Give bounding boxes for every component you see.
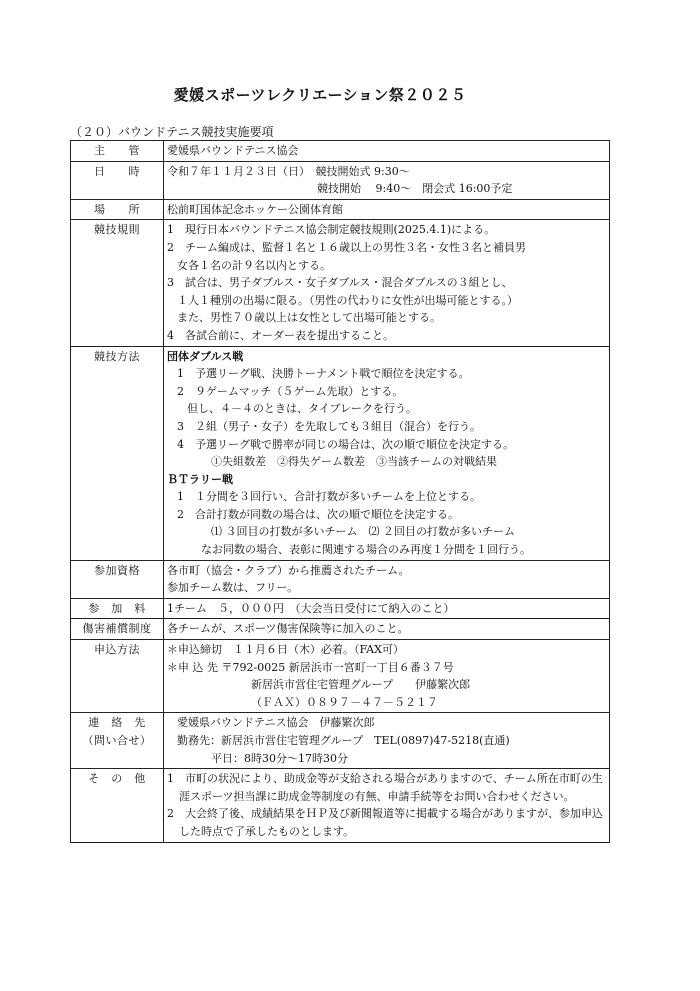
team-doubles-heading: 団体ダブルス戦: [167, 349, 244, 363]
row-insurance: [71, 619, 610, 640]
method-line: 4 予選リーグ戦で勝率が同じの場合は、次の順で順位を決定する。: [177, 437, 514, 451]
value-host: [164, 141, 610, 162]
fee-text: 1チーム ５，０００円 （大会当日受付にて納入のこと）: [167, 601, 455, 615]
row-contact: [71, 713, 610, 769]
value-venue: [164, 199, 610, 220]
label-fee: 参 加 料: [71, 598, 164, 619]
rally-line: 2 合計打数が同数の場合は、次の順で順位を決定する。: [177, 507, 459, 521]
application-fax: （ＦＡＸ）０８９７－４７－５２１７: [251, 695, 438, 709]
page-title: 愛媛スポーツレクリエーション祭２０２５: [173, 86, 467, 104]
rules-line: 1 現行日本バウンドテニス協会制定競技規則(2025.4.1)による。: [167, 223, 496, 237]
rules-line: 女各１名の計９名以内とする。: [177, 258, 331, 272]
rally-line: ⑴ ３回目の打数が多いチーム ⑵ ２回目の打数が多いチーム: [211, 525, 515, 539]
label-venue: 場 所: [71, 199, 164, 220]
label-date: 日 時: [71, 161, 164, 199]
value-application: [164, 640, 610, 713]
label-method: 競技方法: [71, 346, 164, 560]
rules-line: 3 試合は、男子ダブルス・女子ダブルス・混合ダブルスの３組とし、: [167, 276, 513, 290]
label-application: 申込方法: [71, 640, 164, 713]
label-other: そ の 他: [71, 769, 164, 842]
rally-line: なお同数の場合、表彰に関連する場合のみ再度１分間を１回行う。: [201, 543, 531, 557]
venue-text: 松前町国体記念ホッケー公園体育館: [167, 202, 343, 216]
row-eligibility: [71, 560, 610, 598]
rules-line: 4 各試合前に、オーダー表を提出すること。: [167, 328, 394, 342]
rules-line: 2 チーム編成は、監督１名と１６歳以上の男性３名・女性３名と補員男: [167, 240, 526, 254]
row-method: [71, 346, 610, 560]
label-eligibility: 参加資格: [71, 560, 164, 598]
contact-label: 連 絡 先: [88, 716, 146, 730]
application-line: ＊申込締切 １１月６日（木）必着。（FAX可）: [167, 643, 404, 657]
contact-hours: 平日：8時30分～17時30分: [211, 751, 348, 765]
method-line: 但し、４－４のときは、タイブレークを行う。: [187, 402, 418, 416]
method-line: ①失組数差 ②得失ゲーム数差 ③当該チームの対戦結果: [211, 455, 497, 469]
spec-table: [70, 140, 610, 843]
eligibility-line: 参加チーム数は、フリー。: [167, 581, 299, 595]
row-venue: [71, 199, 610, 220]
row-fee: [71, 598, 610, 619]
value-fee: [164, 598, 610, 619]
method-line: 3 ２組（男子・女子）を先取しても３組目（混合）を行う。: [177, 419, 481, 433]
contact-label-sub: （問い合せ）: [82, 734, 152, 747]
value-other: [164, 769, 610, 842]
value-eligibility: [164, 560, 610, 598]
row-rules: [71, 220, 610, 346]
label-insurance: 傷害補償制度: [71, 619, 164, 640]
row-host: [71, 141, 610, 162]
application-line: 新居浜市営住宅管理グループ 伊藤繁次郎: [251, 678, 471, 692]
row-application: [71, 640, 610, 713]
application-line: ＊申 込 先 〒792-0025 新居浜市一宮町一丁目６番３７号: [167, 660, 454, 674]
rules-line: また、男性７０歳以上は女性として出場可能とする。: [177, 311, 441, 325]
host-text: 愛媛県バウンドテニス協会: [167, 144, 299, 157]
date-line: 競技開始 9:40～ 閉会式 16:00予定: [317, 182, 513, 196]
value-method: [164, 346, 610, 560]
value-rules: [164, 220, 610, 346]
section-subtitle: （２０）バウンドテニス競技実施要項: [70, 125, 274, 139]
row-other: [71, 769, 610, 842]
contact-line: 愛媛県バウンドテニス協会 伊藤繁次郎: [177, 716, 375, 730]
label-host: 主 管: [71, 141, 164, 162]
other-item: 2 大会終了後、成績結果をＨＰ及び新聞報道等に掲載する場合がありますが、参加申込した時点で了承したものとします。: [167, 807, 603, 838]
method-line: 2 ９ゲームマッチ（５ゲーム先取）とする。: [177, 384, 404, 398]
rules-line: １人１種別の出場に限る。（男性の代わりに女性が出場可能とする。）: [177, 293, 518, 307]
row-date: [71, 161, 610, 199]
contact-line: 勤務先：新居浜市営住宅管理グループ TEL(0897)47-5218(直通): [177, 734, 510, 747]
other-item: 1 市町の状況により、助成金等が支給される場合がありますので、チーム所在市町の生涯スポーツ担当課に助成金等制度の有無、申請手続等をお問い合わせください。: [167, 772, 603, 803]
rally-line: 1 １分間を３回行い、合計打数が多いチームを上位とする。: [177, 490, 481, 504]
value-insurance: [164, 619, 610, 640]
date-line: 令和７年１１月２３日（日） 競技開始式 9:30～: [167, 164, 410, 178]
label-contact: [71, 713, 164, 769]
method-line: 1 予選リーグ戦、決勝トーナメント戦で順位を決定する。: [177, 367, 470, 381]
eligibility-line: 各市町（協会・クラブ）から推薦されたチーム。: [167, 563, 410, 577]
bt-rally-heading: ＢＴラリー戦: [167, 472, 233, 486]
value-date: [164, 161, 610, 199]
value-contact: [164, 713, 610, 769]
label-rules: 競技規則: [71, 220, 164, 346]
insurance-text: 各チームが、スポーツ傷害保険等に加入のこと。: [167, 622, 409, 636]
